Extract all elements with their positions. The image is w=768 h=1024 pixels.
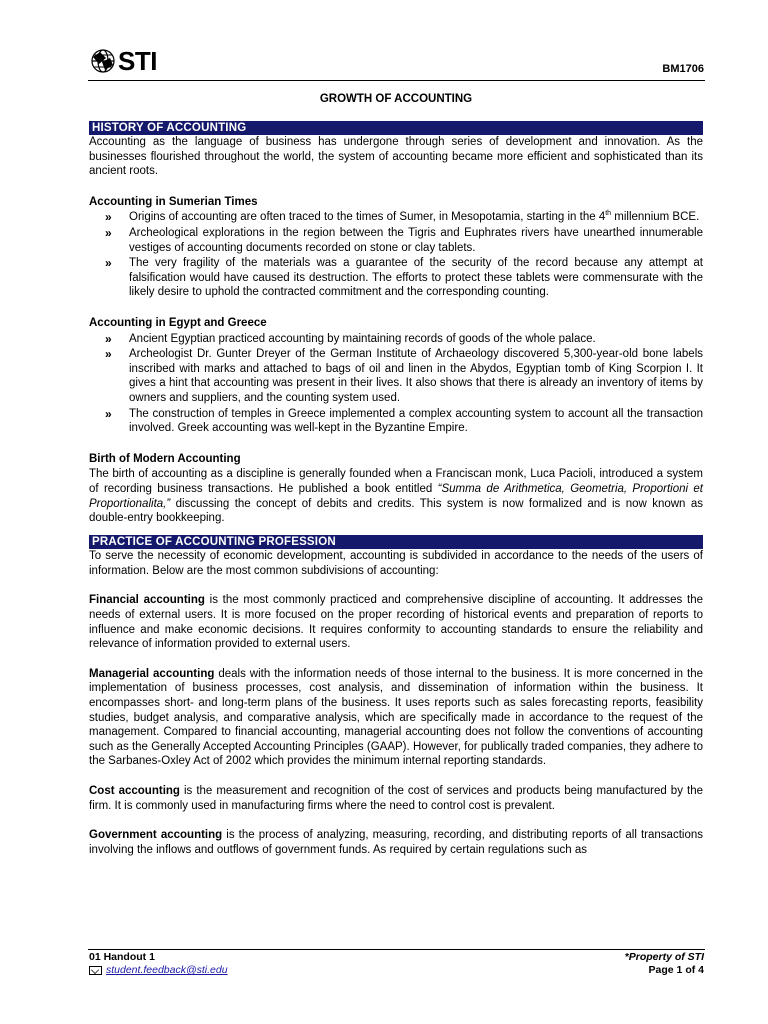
document-title: GROWTH OF ACCOUNTING (319, 93, 473, 105)
paragraph-text-end: discussing the concept of debits and credits. This system is now formalized and is now known as double-entry bookkeeping. (89, 497, 703, 525)
list-item (89, 210, 703, 225)
list-item (89, 226, 703, 255)
bullet-text: Ancient Egyptian practiced accounting by maintaining records of goods of the whole palace. (129, 332, 596, 345)
cost-paragraph (89, 784, 703, 813)
handout-label: 01 Handout 1 (89, 951, 155, 963)
list-item (89, 332, 703, 347)
email-row (89, 964, 228, 977)
subheading-egypt-greece: Accounting in Egypt and Greece (89, 317, 267, 330)
bullet-text-tail: millennium BCE. (611, 211, 700, 224)
managerial-paragraph (89, 667, 703, 769)
chevron-bullet-icon: » (105, 406, 112, 421)
document-body (89, 92, 703, 857)
envelope-icon (89, 966, 102, 975)
footer-right (625, 951, 704, 977)
feedback-email-link[interactable]: student.feedback@sti.edu (106, 964, 228, 976)
practice-intro: To serve the necessity of economic development, accounting is subdivided in accordance to the needs of the users of information. Below are the most common subdivisions of accounting: (89, 550, 703, 577)
subheading-sumerian: Accounting in Sumerian Times (89, 195, 258, 208)
subheading-modern: Birth of Modern Accounting (89, 452, 241, 465)
bullet-text: Archeological explorations in the region between the Tigris and Euphrates rivers have unearthed innumerable vestiges of accounting documents recorded on stone or clay tablets. (129, 227, 703, 254)
header-divider (88, 80, 705, 81)
financial-paragraph (89, 593, 703, 651)
bullet-text: The construction of temples in Greece implemented a complex accounting system to account all the transaction involved. Greek accounting was well-kept in the Byzantine Empire. (129, 407, 703, 435)
chevron-bullet-icon: » (105, 347, 112, 362)
superscript: th (605, 210, 612, 218)
history-intro: Accounting as the language of business has undergone through series of development and innovation. As the businesses flourished throughout the world, the system of accounting became more efficient and sophisticated than its ancient roots. (89, 136, 703, 178)
bullet-text: The very fragility of the materials was a guarantee of the security of the record because any attempt at falsification would have caused its destruction. The efforts to protect these tablets were commensurate with the likely desire to uphold the contracted commitment and the corresponding counting. (129, 257, 703, 299)
logo-text: STI (118, 46, 157, 76)
term-cost: Cost accounting (89, 784, 180, 797)
term-government: Government accounting (89, 829, 223, 842)
egypt-list (89, 332, 703, 436)
list-item (89, 407, 703, 436)
paragraph-text: deals with the information needs of those internal to the business. It is more concerned in the implementation of business processes, cost analysis, and dissemination of information within the business. It encompasses short- and long-term plans of the business. It uses reports such as sales forecasting reports, feasibility studies, budget analysis, and comparative analysis, which are specifically made in accordance to the request of the management. Compared to financial accounting, managerial accounting does not follow the conventions of accounting such as the Generally Accepted Accounting Principles (GAAP). However, for publically traded companies, they adhere to the Sarbanes-Oxley Act of 2002 which provides the minimum internal reporting standards. (89, 667, 703, 768)
chevron-bullet-icon: » (105, 256, 112, 271)
footer-left (89, 951, 228, 977)
chevron-bullet-icon: » (105, 331, 112, 346)
section-heading-practice: PRACTICE OF ACCOUNTING PROFESSION (89, 535, 703, 550)
paragraph-text: is the measurement and recognition of the cost of services and products being manufactured by the firm. It is commonly used in manufacturing firms where the need to control cost is prevalent. (89, 784, 703, 812)
modern-paragraph (89, 467, 703, 525)
list-item (89, 347, 703, 405)
footer-divider (88, 949, 705, 950)
bullet-text: Archeologist Dr. Gunter Dreyer of the German Institute of Archaeology discovered 5,300-year-old bone labels inscribed with marks and attached to bags of oil and linen in the Abydos, Egyptian tomb of King Scorpion I. It gives a hint that accounting was present in their lives. It also shows that there is already an inventory of items by owners and suppliers, and the counting system used. (129, 348, 703, 404)
book-title: “Summa de Arithmetica, Geometria, Proportioni et Proportionalita,” (89, 482, 703, 510)
sumerian-list (89, 210, 703, 300)
paragraph-text: The birth of accounting as a discipline is generally founded when a Franciscan monk, Luca Pacioli, introduced a system of recording business transactions. He published a book entitled (89, 468, 703, 495)
sti-logo (90, 46, 157, 76)
chevron-bullet-icon: » (105, 210, 112, 225)
bullet-text: Origins of accounting are often traced to the times of Sumer, in Mesopotamia, starting in the 4 (129, 211, 606, 224)
list-item (89, 256, 703, 300)
section-heading-history: HISTORY OF ACCOUNTING (89, 121, 703, 136)
sti-globe-icon (90, 48, 116, 74)
government-paragraph (89, 828, 703, 857)
term-managerial: Managerial accounting (89, 667, 215, 680)
term-financial: Financial accounting (89, 594, 205, 607)
document-code: BM1706 (662, 63, 704, 75)
page-number: Page 1 of 4 (648, 964, 704, 976)
chevron-bullet-icon: » (105, 226, 112, 241)
paragraph-text: is the most commonly practiced and comprehensive discipline of accounting. It addresses the needs of external users. It is more focused on the proper recording of historical events and preparation of reports to influence and make economic decisions. It requires conformity to accounting standards to ensure the reliability and relevance of information provided to external users. (89, 594, 703, 651)
paragraph-text: is the process of analyzing, measuring, recording, and distributing reports of all transactions involving the inflows and outflows of government funds. As required by certain regulations such as (89, 829, 703, 856)
property-label: *Property of STI (624, 951, 704, 963)
